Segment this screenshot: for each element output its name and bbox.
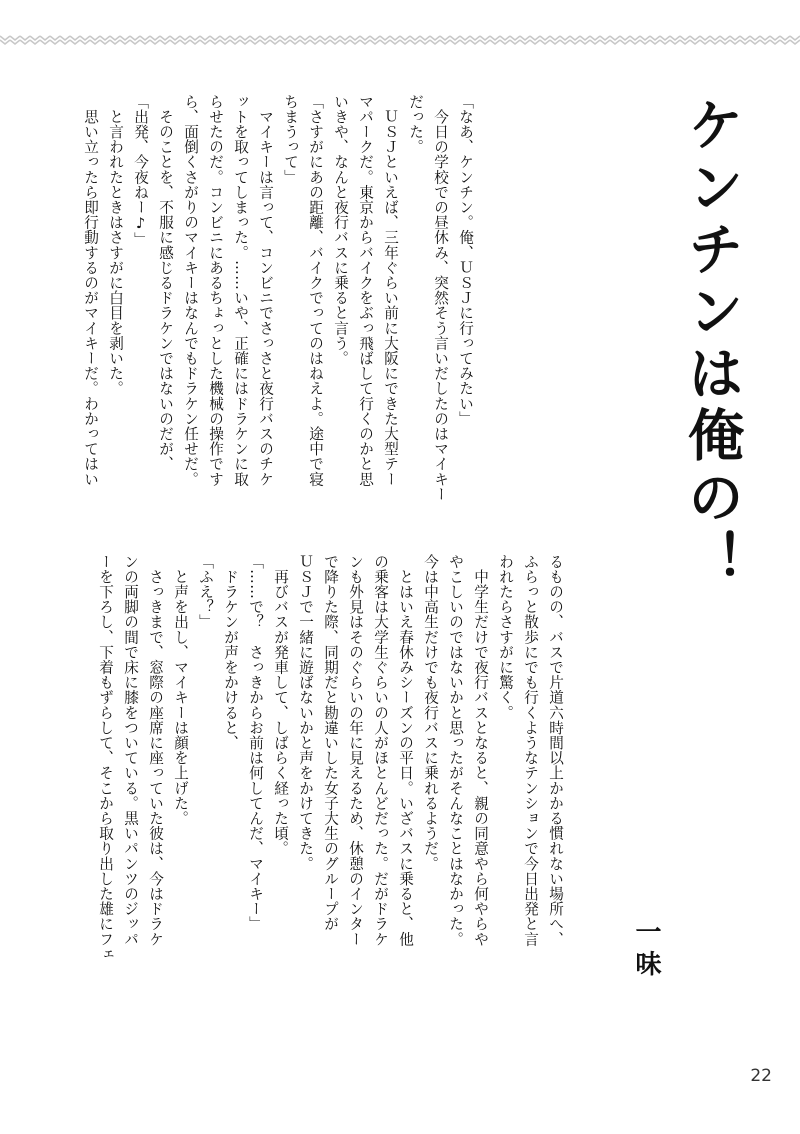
text-line: ーを下ろし、下着もずらして、そこから取り出した雄にフェ — [97, 554, 114, 962]
text-line: で降りた際、同期だと勘違いした女子大生のグループが — [322, 554, 339, 932]
text-line: らせたのだ。コンビニにあるちょっとした機械の操作です — [207, 94, 224, 487]
author-name: 一味 — [631, 918, 661, 982]
text-line: さっきまで、窓際の座席に座っていた彼は、今はドラケ — [147, 554, 164, 947]
text-line: 中学生だけで夜行バスとなると、親の同意やら何やらや — [472, 554, 489, 947]
text-line: 「出発、今夜ねー♪」 — [132, 94, 149, 248]
text-line: るものの、バスで片道六時間以上かかる慣れない場所へ、 — [547, 554, 564, 947]
text-line: 再びバスが発車して、しばらく経った頃。 — [272, 554, 289, 856]
page-number: 22 — [750, 1066, 772, 1086]
text-line: いきや、なんと夜行バスに乗ると言う。 — [332, 94, 349, 366]
text-line: ンの両脚の間で床に膝をついている。黒いパンツのジッパ — [122, 554, 139, 947]
text-line: そのことを、不服に感じるドラケンではないのだが、 — [157, 94, 174, 472]
text-line: 今日の学校での昼休み、突然そう言いだしたのはマイキー — [432, 94, 449, 502]
text-line: 「なあ、ケンチン。俺、ＵＳＪに行ってみたい」 — [457, 94, 474, 427]
text-line: と言われたときはさすがに白目を剥いた。 — [107, 94, 124, 396]
text-line: マパークだ。東京からバイクをぶっ飛ばして行くのかと思 — [357, 94, 374, 487]
text-line: ＵＳＪで一緒に遊ばないかと声をかけてきた。 — [297, 554, 314, 872]
text-line: 「さすがにあの距離、バイクでってのはねえよ。途中で寝 — [307, 94, 324, 487]
text-line: ら、面倒くさがりのマイキーはなんでもドラケン任せだ。 — [182, 94, 199, 487]
text-line: 「……で？ さっきからお前は何してんだ、マイキー」 — [247, 554, 264, 932]
text-line: われたらさすがに驚く。 — [497, 554, 514, 721]
text-line: ンも外見はそのぐらいの年に見えるため、休憩のインター — [347, 554, 364, 947]
text-line: ドラケンが声をかけると、 — [222, 554, 239, 751]
text-line: やこしいのではないかと思ったがそんなことはなかった。 — [447, 554, 464, 947]
body-text-lower — [96, 554, 568, 1064]
text-line: 思い立ったら即行動するのがマイキーだ。わかってはい — [82, 94, 99, 487]
text-line: だった。 — [407, 94, 424, 155]
text-line: 「ふえ？」 — [197, 554, 214, 630]
text-line: と声を出し、マイキーは顔を上げた。 — [172, 554, 189, 826]
text-line: ふらっと散歩にでも行くようなテンションで今日出発と言 — [522, 554, 539, 947]
text-line: ＵＳＪといえば、三年ぐらい前に大阪にできた大型テー — [382, 94, 399, 487]
text-line: ットを取ってしまった。……いや、正確にはドラケンに取 — [232, 94, 249, 487]
text-line: ちまうって」 — [282, 94, 299, 185]
text-line: の乗客は大学生ぐらいの人がほとんどだった。だがドラケ — [372, 554, 389, 947]
text-line: マイキーは言って、コンビニでさっさと夜行バスのチケ — [257, 94, 274, 487]
text-line: 今は中高生だけでも夜行バスに乗れるようだ。 — [422, 554, 439, 872]
decorative-top-border — [0, 32, 800, 48]
body-text-upper — [82, 94, 478, 526]
text-line: とはいえ春休みシーズンの平日。いざバスに乗ると、他 — [397, 554, 414, 947]
chapter-title: ケンチンは俺の！ — [679, 96, 745, 592]
